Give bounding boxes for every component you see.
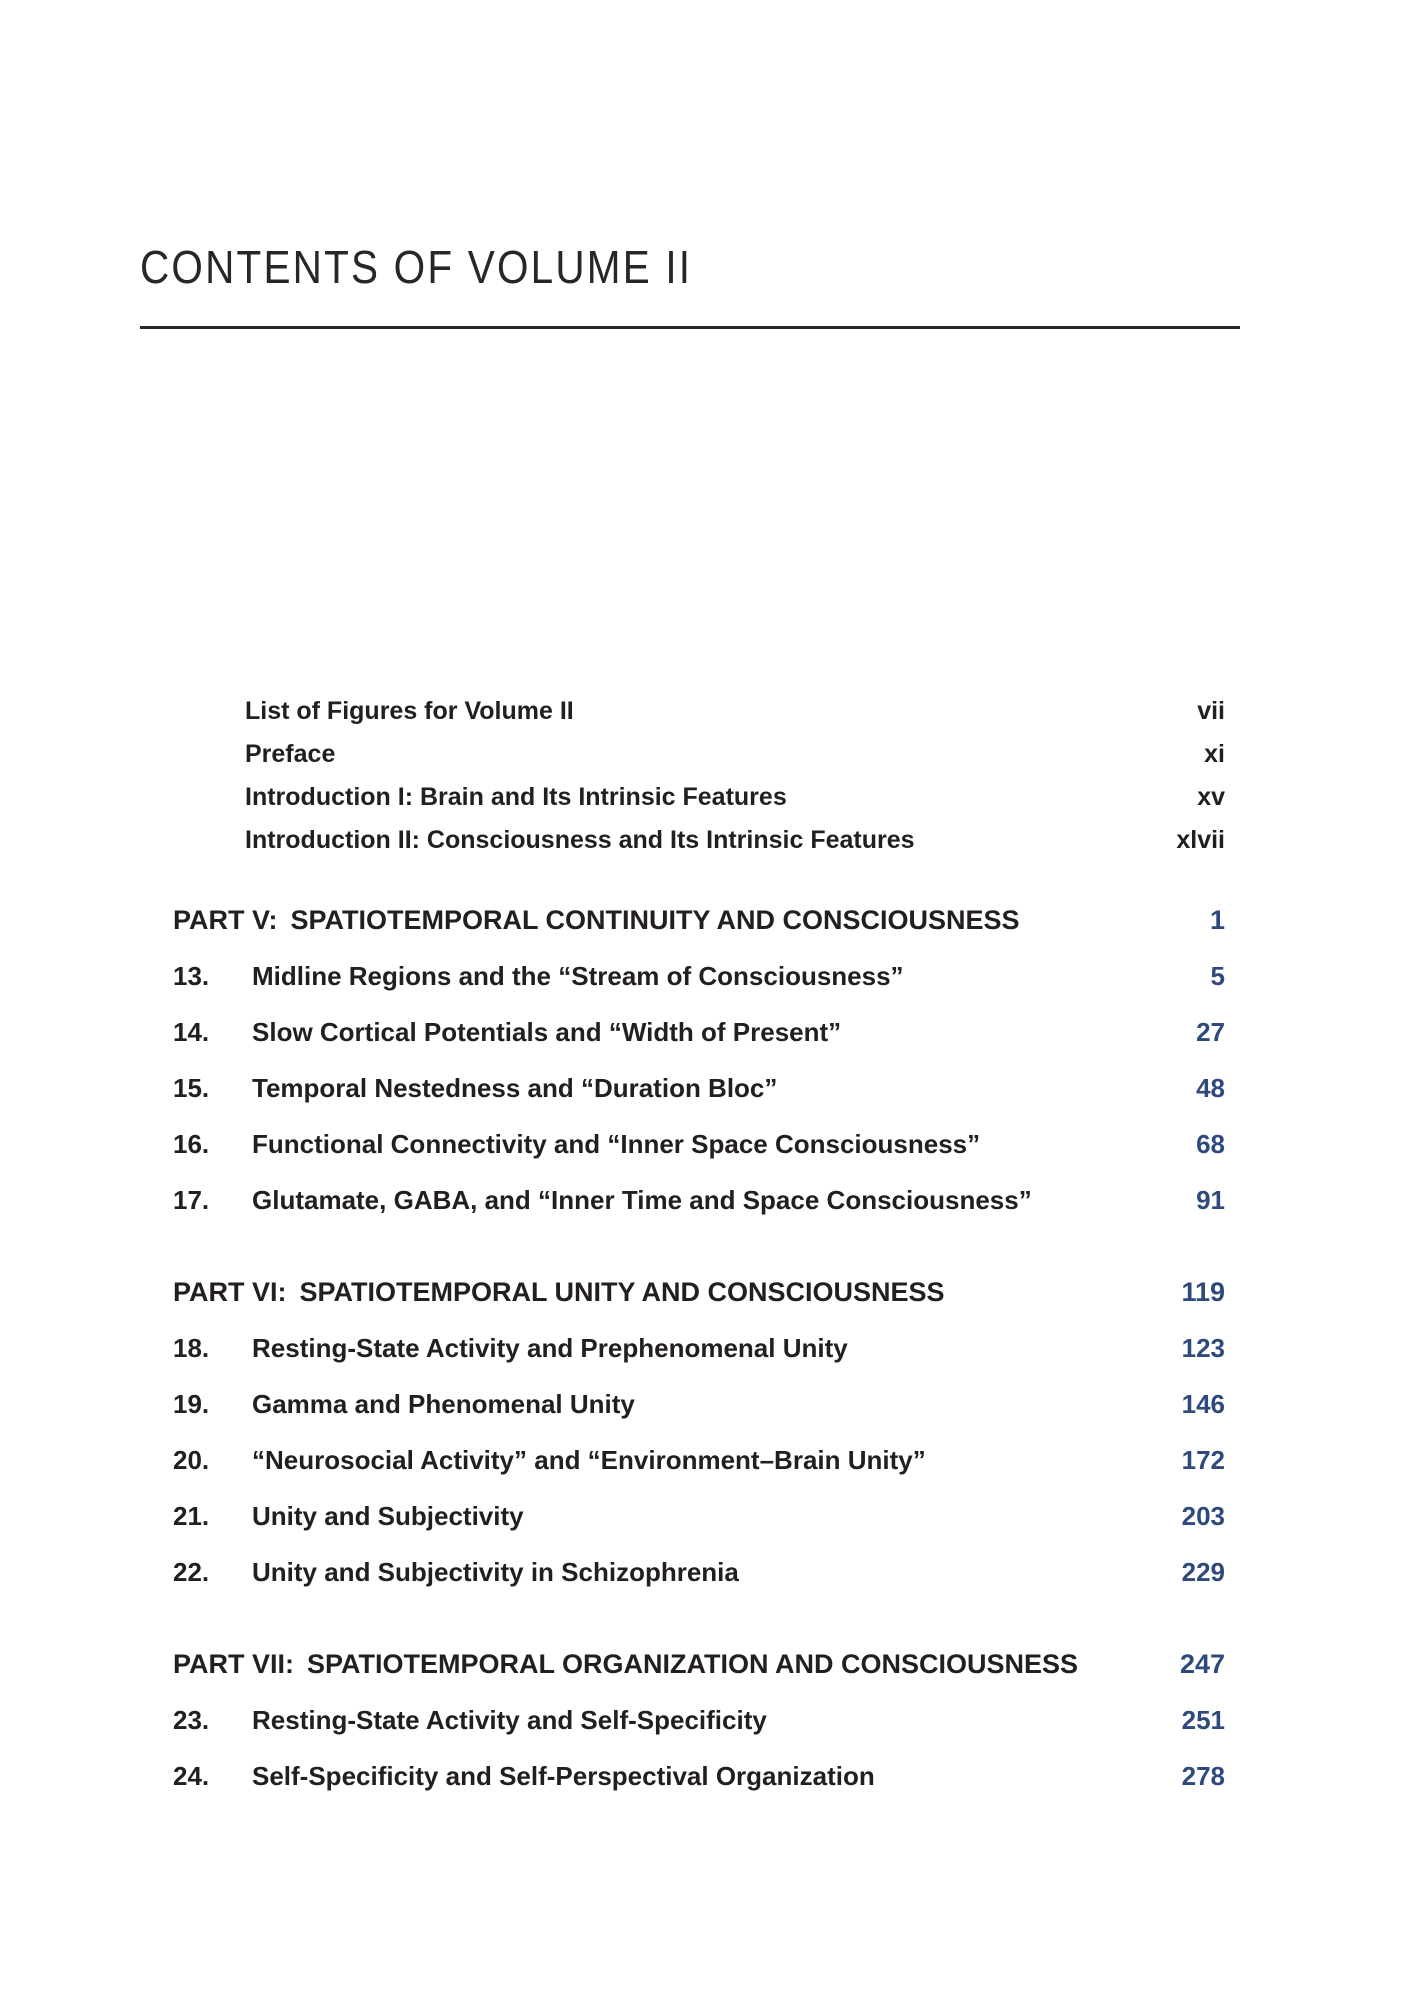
title-rule <box>140 326 1240 329</box>
chapter-title: “Neurosocial Activity” and “Environment–Brain Unity” <box>252 1444 926 1475</box>
chapter-row <box>140 1544 1240 1600</box>
part-label: PART V: <box>173 904 278 935</box>
front-matter-row <box>140 733 1240 776</box>
page-number: 91 <box>1196 1184 1225 1215</box>
table-of-contents <box>140 690 1240 1804</box>
page-number: vii <box>1197 697 1225 725</box>
part-section-v <box>140 892 1240 1228</box>
page-number: 247 <box>1179 1648 1225 1679</box>
chapter-title: Functional Connectivity and “Inner Space Consciousness” <box>252 1128 981 1159</box>
part-section-vi <box>140 1264 1240 1600</box>
page-number: xlvii <box>1176 826 1225 854</box>
chapter-row <box>140 1060 1240 1116</box>
chapter-title: Self-Specificity and Self-Perspectival Organization <box>252 1760 875 1791</box>
chapter-number: 15. <box>173 1072 210 1103</box>
front-matter-row <box>140 819 1240 862</box>
front-matter-label: Preface <box>245 740 336 768</box>
page-number: 146 <box>1181 1388 1225 1419</box>
front-matter-row <box>140 776 1240 819</box>
chapter-number: 22. <box>173 1556 210 1587</box>
page-number: 229 <box>1181 1556 1225 1587</box>
page-number: 48 <box>1196 1072 1225 1103</box>
chapter-title: Unity and Subjectivity in Schizophrenia <box>252 1556 739 1587</box>
chapter-row <box>140 948 1240 1004</box>
page-number: 119 <box>1181 1276 1225 1307</box>
page-number: 5 <box>1210 960 1225 991</box>
chapter-title: Resting-State Activity and Prephenomenal Unity <box>252 1332 848 1363</box>
chapter-row <box>140 1748 1240 1804</box>
front-matter-label: Introduction I: Brain and Its Intrinsic Features <box>245 783 787 811</box>
chapter-title: Midline Regions and the “Stream of Consciousness” <box>252 960 904 991</box>
page-number: 68 <box>1196 1128 1225 1159</box>
chapter-title: Gamma and Phenomenal Unity <box>252 1388 635 1419</box>
page-number: 203 <box>1181 1500 1225 1531</box>
chapter-title: Temporal Nestedness and “Duration Bloc” <box>252 1072 778 1103</box>
chapter-title: Glutamate, GABA, and “Inner Time and Space Consciousness” <box>252 1184 1032 1215</box>
chapter-number: 21. <box>173 1500 210 1531</box>
part-heading <box>140 892 1240 948</box>
part-heading <box>140 1636 1240 1692</box>
chapter-number: 16. <box>173 1128 210 1159</box>
chapter-row <box>140 1488 1240 1544</box>
chapter-row <box>140 1004 1240 1060</box>
chapter-row <box>140 1172 1240 1228</box>
chapter-number: 23. <box>173 1704 210 1735</box>
chapter-number: 14. <box>173 1016 210 1047</box>
chapter-number: 24. <box>173 1760 210 1791</box>
front-matter-list <box>140 690 1240 862</box>
part-label: PART VII: <box>173 1648 294 1679</box>
page-number: xi <box>1204 740 1225 768</box>
page-number: 278 <box>1181 1760 1225 1791</box>
page-number: 1 <box>1209 904 1225 935</box>
page-title: CONTENTS OF VOLUME II <box>140 241 693 293</box>
front-matter-label: Introduction II: Consciousness and Its Intrinsic Features <box>245 826 915 854</box>
chapter-title: Slow Cortical Potentials and “Width of Present” <box>252 1016 842 1047</box>
page-number: 123 <box>1181 1332 1225 1363</box>
chapter-row <box>140 1692 1240 1748</box>
chapter-number: 18. <box>173 1332 210 1363</box>
part-heading <box>140 1264 1240 1320</box>
contents-page <box>140 0 1240 1804</box>
page-number: 172 <box>1181 1444 1225 1475</box>
chapter-number: 13. <box>173 960 210 991</box>
part-title: SPATIOTEMPORAL UNITY AND CONSCIOUSNESS <box>299 1276 945 1307</box>
chapter-title: Resting-State Activity and Self-Specificity <box>252 1704 767 1735</box>
page-number: xv <box>1197 783 1225 811</box>
page-number: 251 <box>1181 1704 1225 1735</box>
part-section-vii <box>140 1636 1240 1804</box>
chapter-number: 19. <box>173 1388 210 1419</box>
part-title: SPATIOTEMPORAL CONTINUITY AND CONSCIOUSNESS <box>290 904 1020 935</box>
chapter-row <box>140 1116 1240 1172</box>
page-number: 27 <box>1196 1016 1225 1047</box>
chapter-number: 20. <box>173 1444 210 1475</box>
part-label: PART VI: <box>173 1276 287 1307</box>
part-title: SPATIOTEMPORAL ORGANIZATION AND CONSCIOUSNESS <box>307 1648 1079 1679</box>
front-matter-label: List of Figures for Volume II <box>245 697 574 725</box>
chapter-row <box>140 1432 1240 1488</box>
chapter-number: 17. <box>173 1184 210 1215</box>
chapter-row <box>140 1320 1240 1376</box>
front-matter-row <box>140 690 1240 733</box>
chapter-title: Unity and Subjectivity <box>252 1500 524 1531</box>
chapter-row <box>140 1376 1240 1432</box>
